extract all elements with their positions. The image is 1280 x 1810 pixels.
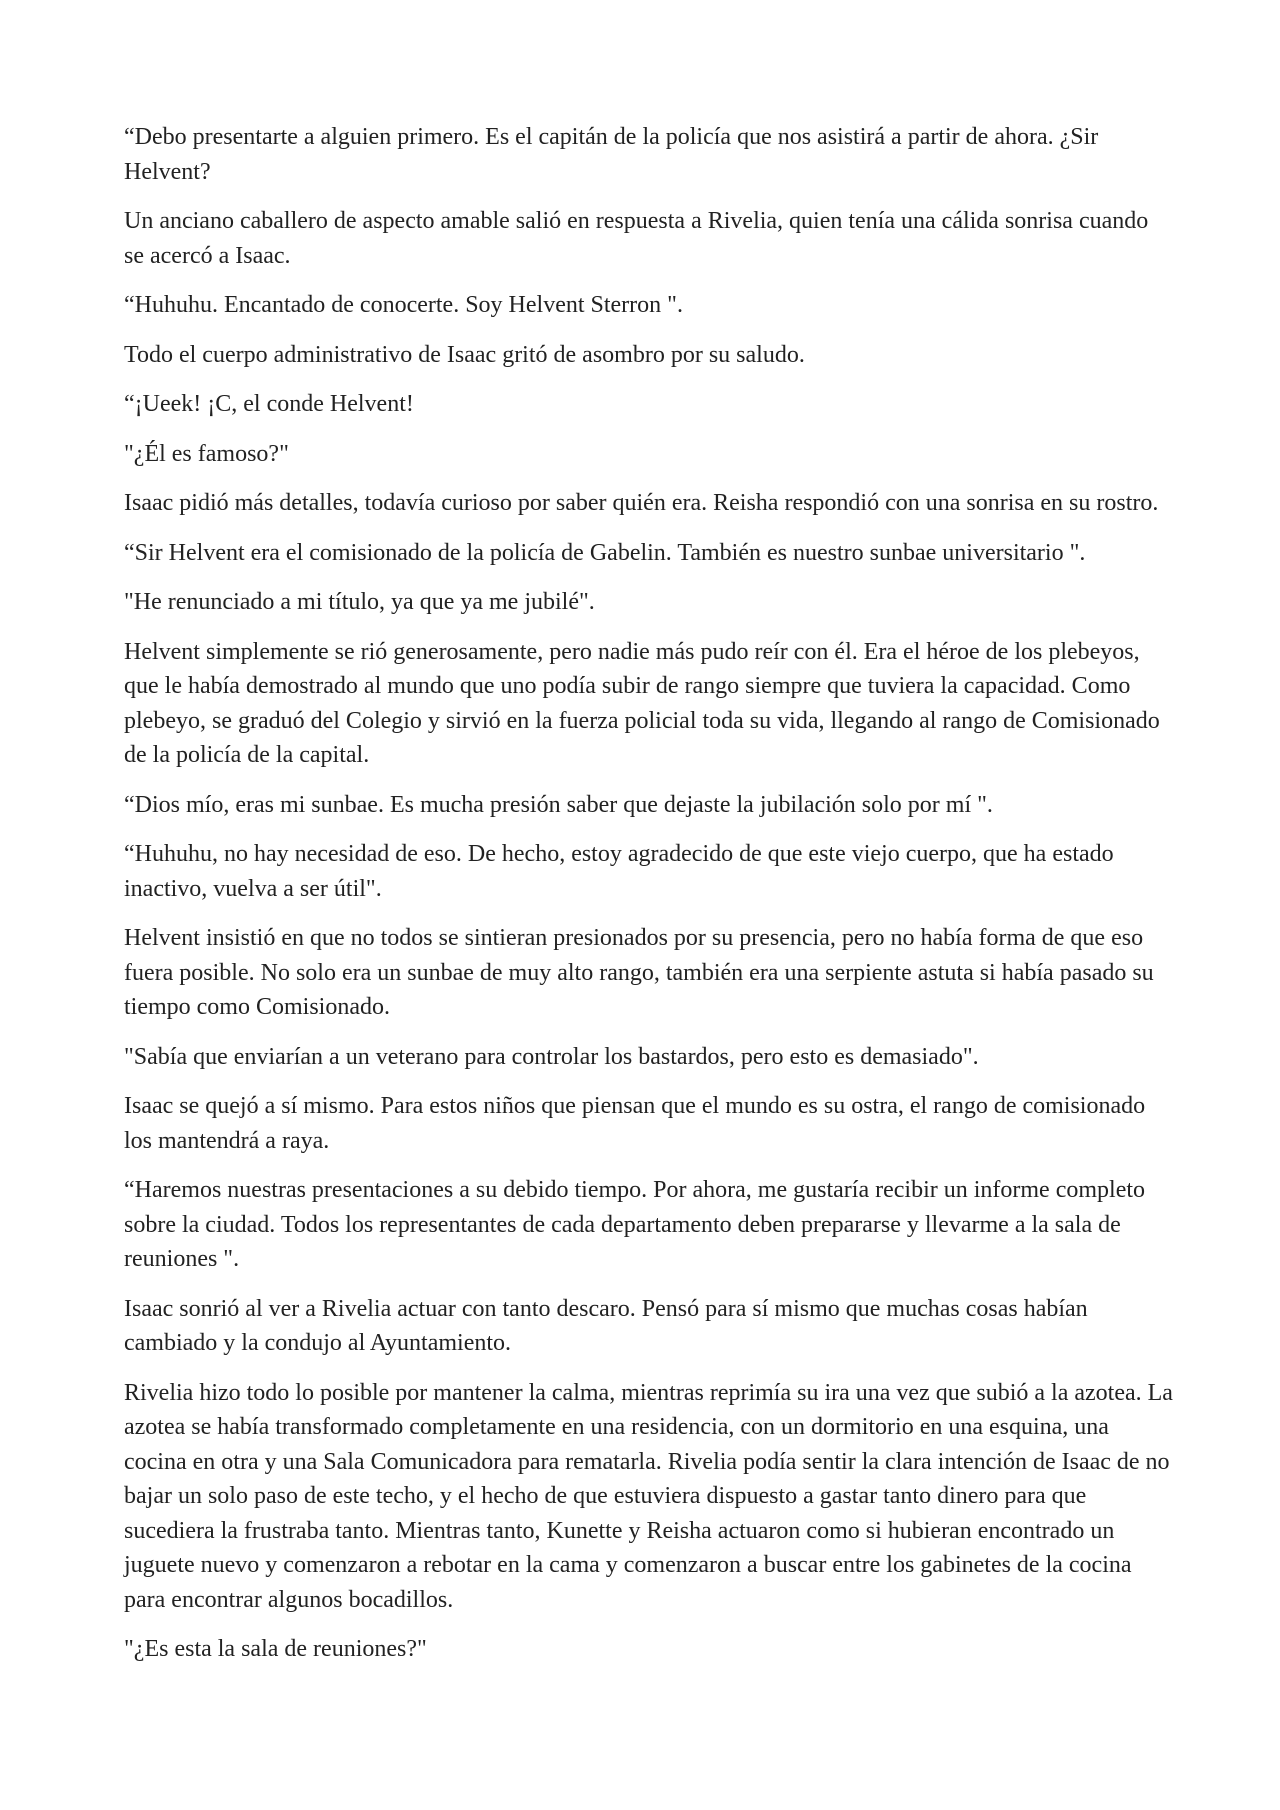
paragraph: "Sabía que enviarían a un veterano para controlar los bastardos, pero esto es demasiado". — [124, 1043, 979, 1070]
paragraph: Isaac pidió más detalles, todavía curioso por saber quién era. Reisha respondió con una sonrisa en su rostro. — [124, 490, 1159, 516]
paragraph: “Huhuhu, no hay necesidad de eso. De hecho, estoy agradecido de que este viejo cuerpo, que ha estado inactivo, vuelva a ser útil". — [124, 841, 1114, 902]
paragraph: Helvent simplemente se rió generosamente, pero nadie más pudo reír con él. Era el héroe de los plebeyos, que le había demostrado al mundo que uno podía subir de rango siempre que tuviera la capacidad. Como plebeyo, se graduó del Colegio y sirvió en la fuerza policial toda su vida, llegando al rango de Comisionado de la policía de la capital. — [124, 638, 1160, 768]
paragraph: “Haremos nuestras presentaciones a su debido tiempo. Por ahora, me gustaría recibir un informe completo sobre la ciudad. Todos los representantes de cada departamento deben prepararse y llevarme a la sala de reuniones ". — [124, 1177, 1146, 1272]
paragraph: “Debo presentarte a alguien primero. Es el capitán de la policía que nos asistirá a partir de ahora. ¿Sir Helvent? — [124, 124, 1099, 185]
paragraph: Isaac se quejó a sí mismo. Para estos niños que piensan que el mundo es su ostra, el rango de comisionado los mantendrá a raya. — [124, 1093, 1146, 1154]
paragraph: "He renunciado a mi título, ya que ya me jubilé". — [124, 589, 595, 615]
paragraph: "¿Él es famoso?" — [124, 440, 289, 467]
paragraph: Rivelia hizo todo lo posible por mantener la calma, mientras reprimía su ira una vez que subió a la azotea. La azotea se había transformado completamente en una residencia, con un dormitorio en una esquina, una cocina en otra y una Sala Comunicadora para rematarla. Rivelia podía sentir la clara intención de Isaac de no bajar un solo paso de este techo, y el hecho de que estuviera dispuesto a gastar tanto dinero para que sucediera la frustraba tanto. Mientras tanto, Kunette y Reisha actuaron como si hubieran encontrado un juguete nuevo y comenzaron a rebotar en la cama y comenzaron a buscar entre los gabinetes de la cocina para encontrar algunos bocadillos. — [124, 1379, 1173, 1613]
paragraph: Helvent insistió en que no todos se sintieran presionados por su presencia, pero no había forma de que eso fuera posible. No solo era un sunbae de muy alto rango, también era una serpiente astuta si había pasado su tiempo como Comisionado. — [124, 925, 1154, 1020]
paragraph: “Huhuhu. Encantado de conocerte. Soy Helvent Sterron ". — [124, 292, 683, 318]
document-page — [124, 120, 1174, 1682]
paragraph: Todo el cuerpo administrativo de Isaac gritó de asombro por su saludo. — [124, 341, 805, 368]
paragraph: Isaac sonrió al ver a Rivelia actuar con tanto descaro. Pensó para sí mismo que muchas cosas habían cambiado y la condujo al Ayuntamiento. — [124, 1295, 1088, 1356]
paragraph: “Dios mío, eras mi sunbae. Es mucha presión saber que dejaste la jubilación solo por mí ". — [124, 791, 993, 818]
paragraph: Un anciano caballero de aspecto amable salió en respuesta a Rivelia, quien tenía una cálida sonrisa cuando se acercó a Isaac. — [124, 208, 1149, 269]
paragraph: “¡Ueek! ¡C, el conde Helvent! — [124, 391, 414, 417]
paragraph: “Sir Helvent era el comisionado de la policía de Gabelin. También es nuestro sunbae universitario ". — [124, 539, 1086, 566]
paragraph: "¿Es esta la sala de reuniones?" — [124, 1636, 427, 1662]
